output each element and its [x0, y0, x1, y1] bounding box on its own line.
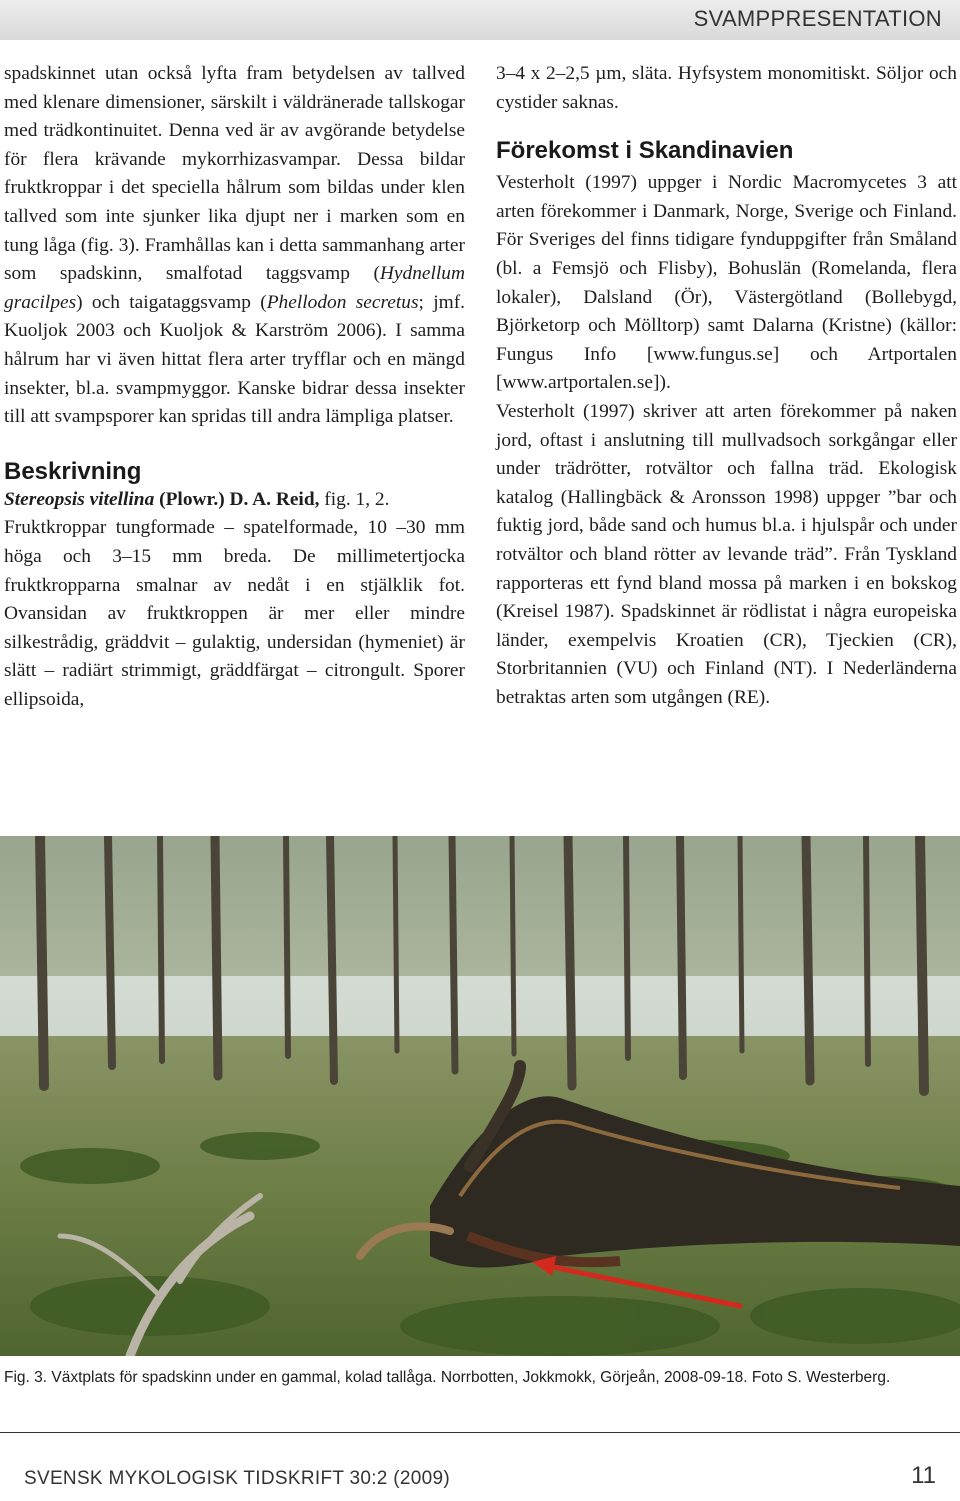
- species-name: Stereopsis vitellina: [4, 488, 155, 510]
- section-label: SVAMPPRESENTATION: [693, 6, 942, 31]
- canopy-haze: [0, 836, 960, 976]
- description-paragraph: Fruktkroppar tungformade – spatelformade, 10 –30 mm höga och 3–15 mm breda. De millimetertjocka fruktkropparna smalnar av nedåt i en stjälklik fot. Ovansidan av fruktkroppen är mer eller mindre silkestrådig, gräddvit – gulaktig, undersidan (hymeniet) är slätt – radiärt strimmigt, gräddfärgat – citrongult. Sporer ellipsoida,: [4, 517, 465, 710]
- intro-text-a: spadskinnet utan också lyfta fram betydelsen av tallved med klenare dimensioner, särskilt i väldränerade tallskogar med trädkontinuitet. Denna ved är av avgörande betydelse för flera krävande mykorrhizasvampar. Dessa bildar fruktkroppar i det speciella hålrum som bildas under klen tallved som inte sjunker lika djupt ner i marken som en tung låga (fig. 3). Framhållas kan i detta sammanhang arter som spadskinn, smalfotad taggsvamp (: [4, 63, 465, 285]
- species-italic-1: Hydnellum gracilpes: [4, 263, 465, 313]
- distribution-heading: Förekomst i Skandinavien: [496, 137, 794, 165]
- distribution-paragraph-1: Vesterholt (1997) uppger i Nordic Macromycetes 3 att arten förekommer i Danmark, Norge, Sverige och Finland. För Sveriges del finns tidigare fynduppgifter från Småland (bl. a Femsjö och Flisby), Bohuslän (Romelanda, flera lokaler), Dalsland (Ör), Västergötland (Bollebygd, Björketorp och Mölltorp) samt Dalarna (Kristne) (källor: Fungus Info [www.fungus.se] och Artportalen [www.artportalen.se]).: [496, 172, 957, 394]
- species-figure-ref: fig. 1, 2.: [319, 488, 390, 510]
- species-line: [4, 486, 465, 515]
- species-italic-2: Phellodon secretus: [266, 291, 419, 313]
- habitat-photo: [0, 836, 960, 1356]
- page-number: 11: [911, 1462, 936, 1489]
- description-heading: Beskrivning: [4, 457, 142, 485]
- figure-caption: Fig. 3. Växtplats för spadskinn under en gammal, kolad tallåga. Norrbotten, Jokkmokk, Görjeån, 2008-09-18. Foto S. Westerberg.: [4, 1369, 891, 1386]
- footer-divider: [0, 1432, 960, 1433]
- intro-text-b: ) och taigataggsvamp (: [76, 291, 267, 313]
- species-authority: (Plowr.) D. A. Reid,: [154, 488, 320, 510]
- journal-reference: SVENSK MYKOLOGISK TIDSKRIFT 30:2 (2009): [24, 1468, 450, 1489]
- intro-paragraph: [4, 60, 465, 432]
- left-column: [4, 60, 465, 714]
- right-column: [496, 60, 957, 712]
- spores-paragraph: 3–4 x 2–2,5 µm, släta. Hyfsystem monomitiskt. Söljor och cystider saknas.: [496, 63, 957, 113]
- habitat-photo-illustration: [0, 836, 960, 1356]
- intro-text-c: ; jmf. Kuoljok 2003 och Kuoljok & Karström 2006). I samma hålrum har vi även hittat flera arter tryfflar och en mängd insekter, bl.a. svampmyggor. Kanske bidrar dessa insekter till att svampsporer kan spridas till andra lämpliga platser.: [4, 291, 465, 428]
- distribution-paragraph-2: Vesterholt (1997) skriver att arten förekommer på naken jord, oftast i anslutning till mullvadsoch sorkgångar eller under trädrötter, rotvältor och fallna träd. Ekologisk katalog (Hallingbäck & Aronsson 1998) uppger ”bar och fuktig jord, både sand och humus bl.a. i hjulspår och under rotvältor och bland rötter av levande träd”. Från Tyskland rapporteras ett fynd bland mossa på marken i en bokskog (Kreisel 1987). Spadskinnet är rödlistat i några europeiska länder, exempelvis Kroatien (CR), Tjeckien (CR), Storbritannien (VU) och Finland (NT). I Nederländerna betraktas arten som utgången (RE).: [496, 400, 957, 708]
